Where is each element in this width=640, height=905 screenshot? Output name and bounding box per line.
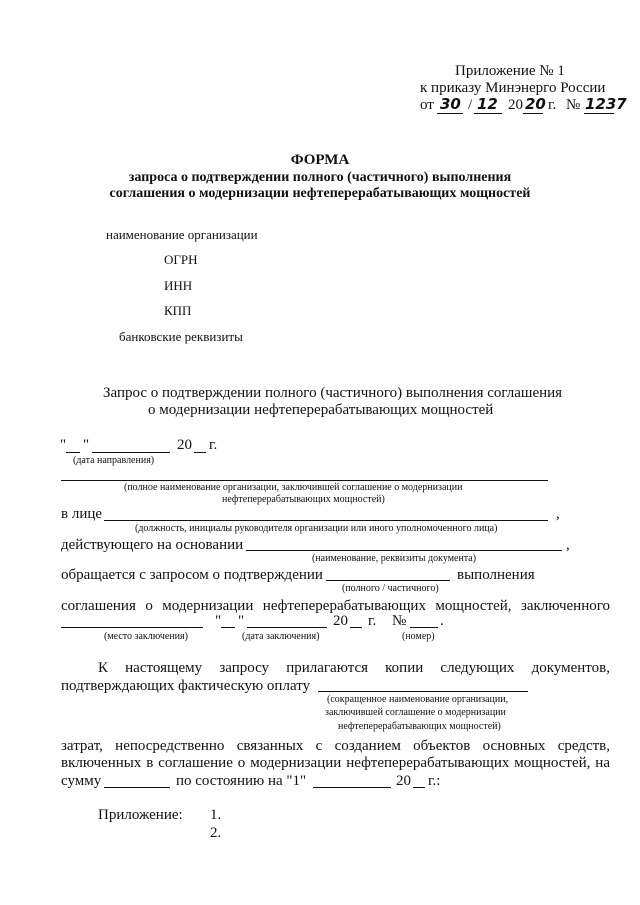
date-close-quote: " <box>83 437 90 453</box>
as-of-year-blank <box>413 787 425 788</box>
day-underline <box>437 113 463 114</box>
year-underline <box>523 113 543 114</box>
date-prefix: от <box>420 97 434 113</box>
as-of-year: 20 <box>396 773 411 789</box>
agreement-line: соглашения о модернизации нефтеперерабатывающих мощностей, заключенного <box>61 598 610 614</box>
form-subtitle-line2: соглашения о модернизации нефтеперерабатывающих мощностей <box>109 186 531 201</box>
in-person-blank <box>104 520 548 521</box>
attach-word: настоящему <box>125 660 203 676</box>
year-blank <box>194 452 206 453</box>
short-caption-1: (сокращенное наименование организации, <box>327 694 509 705</box>
conclusion-year-blank <box>350 627 362 628</box>
conclusion-day-blank <box>221 627 235 628</box>
requests-label: обращается с запросом о подтверждении <box>61 567 323 583</box>
attach-word: копии <box>385 660 424 676</box>
bank-details-label: банковские реквизиты <box>119 329 243 344</box>
acting-blank <box>246 550 562 551</box>
org-full-name-blank <box>61 480 548 481</box>
as-of-label: по состоянию на "1" <box>176 773 307 789</box>
in-person-comma: , <box>556 506 560 522</box>
acting-comma: , <box>566 537 570 553</box>
handwritten-month: 12 <box>477 95 498 113</box>
form-title: ФОРМА <box>290 152 350 168</box>
inn-label: ИНН <box>164 278 193 293</box>
short-caption-3: нефтеперерабатывающих мощностей) <box>338 721 501 732</box>
conclusion-number-sign: № <box>392 613 407 629</box>
attach-word: запросу <box>219 660 270 676</box>
costs-line2: включенных в соглашение о модернизации нефтеперерабатывающих мощностей, на <box>61 755 610 771</box>
place-close-quote: " <box>238 613 245 629</box>
conclusion-month-blank <box>247 627 327 628</box>
day-blank <box>66 452 80 453</box>
short-caption-2: заключившей соглашение о модернизации <box>325 707 506 718</box>
org-caption-2: нефтеперерабатывающих мощностей) <box>222 494 385 505</box>
fulfilment-label: выполнения <box>457 567 535 583</box>
acting-caption: (наименование, реквизиты документа) <box>312 553 477 564</box>
date-g: г. <box>209 437 218 453</box>
place-open-quote: " <box>215 613 222 629</box>
month-underline <box>474 113 502 114</box>
order-date-line <box>420 97 434 114</box>
request-title-line2: о модернизации нефтеперерабатывающих мощностей <box>148 402 494 418</box>
as-of-month-blank <box>313 787 391 788</box>
conclusion-number-blank <box>410 627 438 628</box>
appendix-number: Приложение № 1 <box>455 63 565 79</box>
sum-label: сумму <box>61 773 102 789</box>
date-year: 20 <box>177 437 192 453</box>
request-title-line1: Запрос о подтверждении полного (частичного) выполнения соглашения <box>103 385 563 401</box>
kpp-label: КПП <box>164 303 192 318</box>
in-person-label: в лице <box>61 506 103 522</box>
date-open-quote: " <box>60 437 67 453</box>
conclusion-g: г. <box>368 613 377 629</box>
ogrn-label: ОГРН <box>164 252 198 267</box>
place-blank <box>61 627 203 628</box>
number-prefix: № <box>566 97 581 113</box>
short-name-blank <box>318 691 528 692</box>
attachments-label: Приложение: <box>98 807 183 823</box>
form-subtitle-line1: запроса о подтверждении полного (частичного) выполнения <box>128 170 512 185</box>
in-person-caption: (должность, инициалы руководителя организации или иного уполномоченного лица) <box>135 523 498 534</box>
confirming-label: подтверждающих фактическую оплату <box>61 678 311 694</box>
conclusion-period: . <box>440 613 444 629</box>
costs-line1: затрат, непосредственно связанных с созданием объектов основных средств, <box>61 738 610 754</box>
sum-blank <box>104 787 170 788</box>
attach-word: следующих <box>440 660 515 676</box>
place-caption: (место заключения) <box>104 631 188 642</box>
acting-label: действующего на основании <box>61 537 244 553</box>
month-blank <box>92 452 170 453</box>
conclusion-year: 20 <box>333 613 348 629</box>
org-name-label: наименование организации <box>106 227 258 242</box>
handwritten-day: 30 <box>440 95 461 113</box>
conclusion-date-caption: (дата заключения) <box>242 631 320 642</box>
attachment-item: 1. <box>210 807 222 823</box>
attach-line <box>98 660 610 677</box>
full-partial-caption: (полного / частичного) <box>342 583 439 594</box>
date-caption: (дата направления) <box>73 455 155 466</box>
handwritten-order-number: 1237 <box>585 95 627 113</box>
attachment-item: 2. <box>210 825 222 841</box>
attach-word: прилагаются <box>286 660 369 676</box>
org-caption-1: (полное наименование организации, заключившей соглашение о модернизации <box>124 482 463 493</box>
order-reference: к приказу Минэнерго России <box>420 80 606 96</box>
handwritten-year: 20 <box>525 95 546 113</box>
year-prefix: 20 <box>508 97 523 113</box>
as-of-g: г.: <box>428 773 441 789</box>
date-slash: / <box>468 97 473 113</box>
number-caption: (номер) <box>402 631 435 642</box>
attach-word: К <box>98 660 109 676</box>
year-g: г. <box>548 97 557 113</box>
attach-word: документов, <box>531 660 610 676</box>
full-partial-blank <box>326 580 450 581</box>
number-underline <box>584 113 614 114</box>
